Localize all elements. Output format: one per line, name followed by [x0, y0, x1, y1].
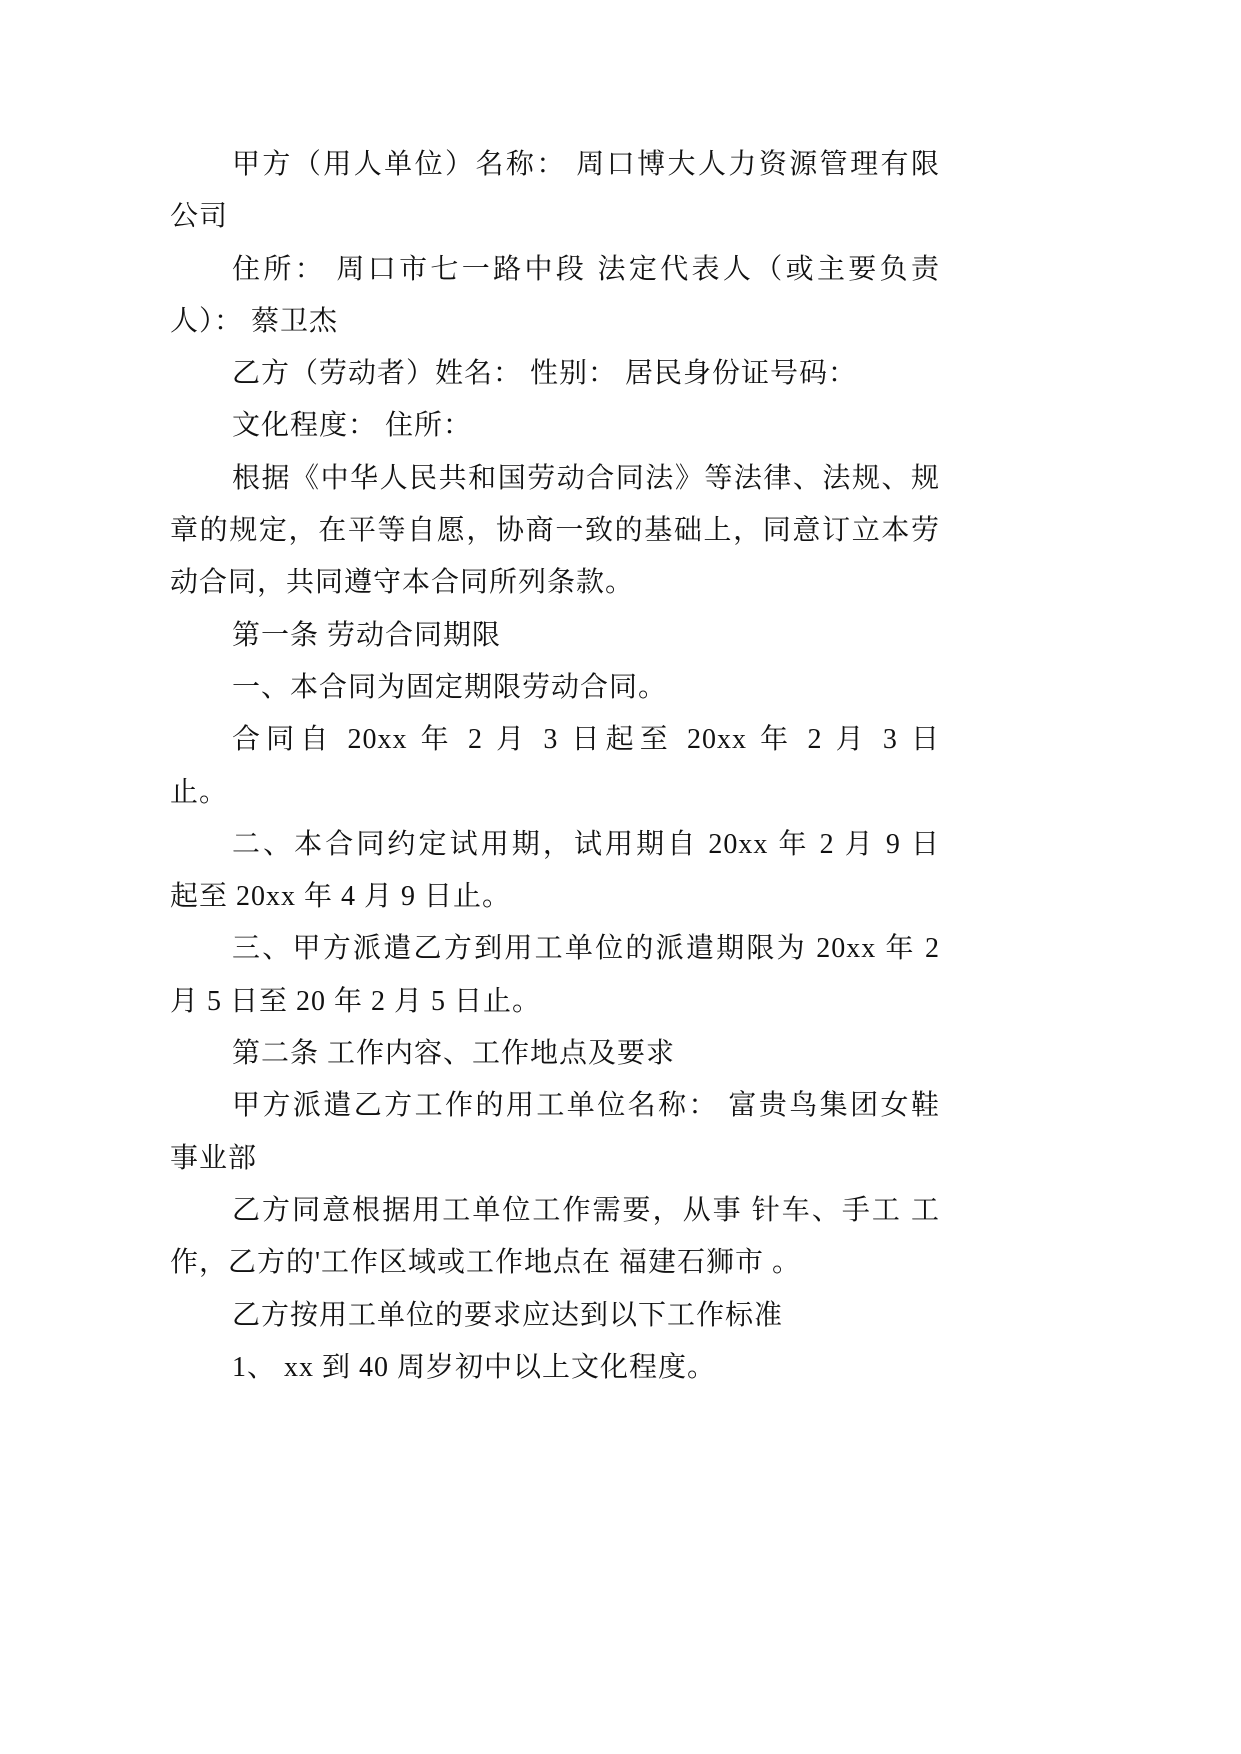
- probation-clause: [170, 819, 940, 924]
- text-line: 止。: [170, 776, 229, 808]
- party-a-address-paragraph: [170, 244, 940, 349]
- text-line: 一、本合同为固定期限劳动合同。: [232, 671, 668, 703]
- party-b-info-paragraph: [170, 348, 940, 400]
- text-line: 动合同，共同遵守本合同所列条款。: [170, 567, 635, 599]
- text-line: 住所： 周口市七一路中段 法定代表人（或主要负责: [232, 253, 940, 285]
- contract-type-clause: [170, 662, 940, 714]
- dispatch-term-clause: [170, 923, 940, 1028]
- text-line: 公司: [170, 201, 229, 233]
- text-line: 人）： 蔡卫杰: [170, 305, 339, 337]
- document-body: [170, 139, 940, 1394]
- text-line: 乙方按用工单位的要求应达到以下工作标准: [232, 1299, 784, 1331]
- text-line: 甲方派遣乙方工作的用工单位名称： 富贵鸟集团女鞋: [232, 1090, 940, 1122]
- text-line: 作，乙方的'工作区域或工作地点在 福建石狮市 。: [170, 1247, 802, 1279]
- preamble-paragraph: [170, 453, 940, 610]
- job-content-paragraph: [170, 1185, 940, 1290]
- contract-term-paragraph: [170, 714, 940, 819]
- text-line: 乙方同意根据用工单位工作需要，从事 针车、手工 工: [232, 1194, 940, 1226]
- text-line: 二、本合同约定试用期，试用期自 20xx 年 2 月 9 日: [232, 828, 940, 860]
- employer-unit-paragraph: [170, 1080, 940, 1185]
- text-line: 甲方（用人单位）名称： 周口博大人力资源管理有限: [232, 149, 940, 180]
- text-line: 第二条 工作内容、工作地点及要求: [232, 1038, 676, 1070]
- text-line: 合同自 20xx 年 2 月 3 日起至 20xx 年 2 月 3 日: [232, 724, 940, 756]
- work-standard-intro: [170, 1290, 940, 1342]
- text-line: 起至 20xx 年 4 月 9 日止。: [170, 881, 512, 913]
- work-standard-item-1: [170, 1342, 940, 1394]
- text-line: 乙方（劳动者）姓名： 性别： 居民身份证号码：: [232, 358, 858, 390]
- article-2-heading: [170, 1028, 940, 1080]
- article-1-heading: [170, 610, 940, 662]
- text-line: 三、甲方派遣乙方到用工单位的派遣期限为 20xx 年 2: [232, 933, 940, 965]
- education-address-paragraph: [170, 400, 940, 452]
- text-line: 根据《中华人民共和国劳动合同法》等法律、法规、规: [232, 462, 940, 494]
- text-line: 章的规定，在平等自愿，协商一致的基础上，同意订立本劳: [170, 515, 940, 547]
- text-line: 文化程度： 住所：: [232, 410, 473, 442]
- text-line: 第一条 劳动合同期限: [232, 619, 502, 651]
- text-line: 事业部: [170, 1142, 258, 1174]
- text-line: 月 5 日至 20 年 2 月 5 日止。: [170, 985, 542, 1017]
- text-line: 1、 xx 到 40 周岁初中以上文化程度。: [232, 1351, 717, 1383]
- party-a-name-paragraph: [170, 139, 940, 244]
